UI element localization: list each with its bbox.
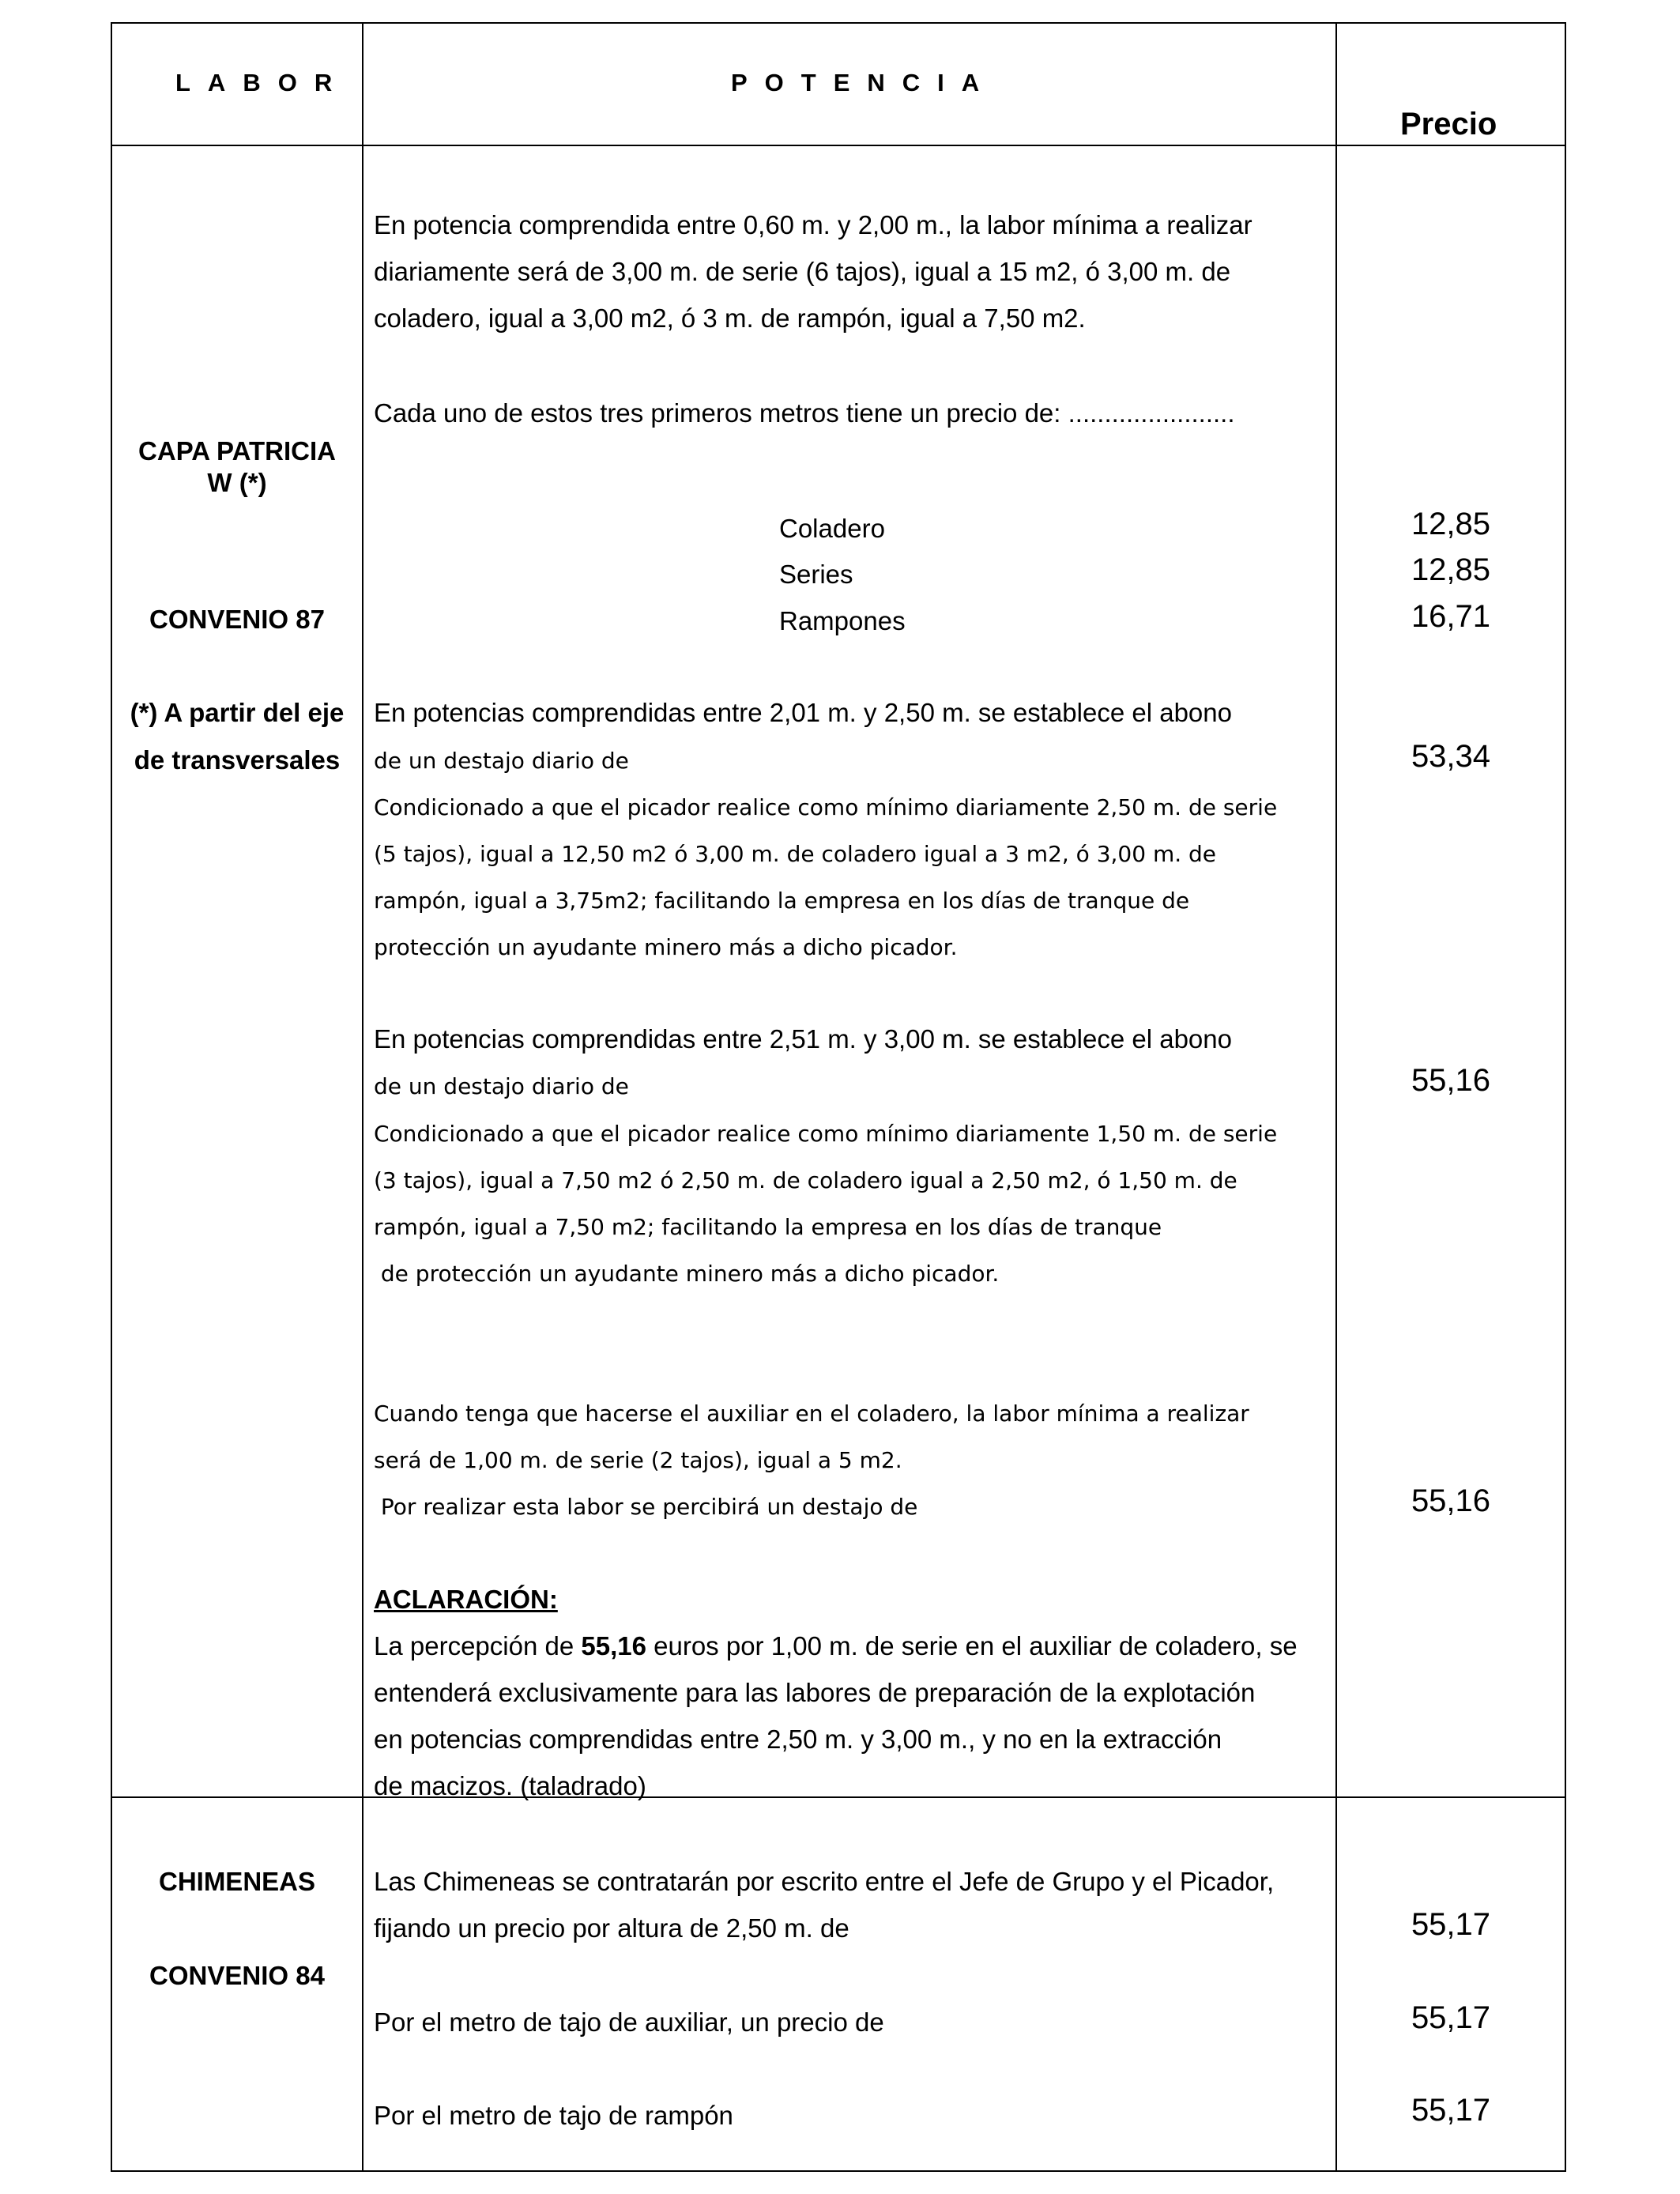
aclaracion-line-1 bbox=[374, 1631, 1298, 1661]
labor-capa-patricia-w: W (*) bbox=[207, 468, 267, 497]
chimeneas-line-4: Por el metro de tajo de rampón bbox=[374, 2101, 733, 2130]
aclaracion-amount: 55,16 bbox=[581, 1631, 646, 1661]
table-border-bottom bbox=[111, 2170, 1566, 2172]
item-coladero: Coladero bbox=[779, 514, 885, 543]
labor-convenio-87: CONVENIO 87 bbox=[149, 605, 325, 634]
labor-convenio-84: CONVENIO 84 bbox=[149, 1961, 325, 1990]
chimeneas-line-3: Por el metro de tajo de auxiliar, un precio de bbox=[374, 2007, 884, 2037]
item-rampones: Rampones bbox=[779, 606, 906, 635]
block3-line-4: (3 tajos), igual a 7,50 m2 ó 2,50 m. de coladero igual a 2,50 m2, ó 1,50 m. de bbox=[374, 1167, 1237, 1193]
header-divider bbox=[111, 145, 1566, 146]
price-series: 12,85 bbox=[1411, 552, 1491, 587]
column-divider-labor bbox=[362, 22, 363, 2172]
block4-line-1: Cuando tenga que hacerse el auxiliar en el coladero, la labor mínima a realizar bbox=[374, 1400, 1249, 1427]
header-potencia: POTENCIA bbox=[731, 69, 997, 96]
block2-line-1: En potencias comprendidas entre 2,01 m. y 2,50 m. se establece el abono bbox=[374, 698, 1232, 727]
labor-chimeneas: CHIMENEAS bbox=[158, 1867, 316, 1896]
block2-price: 53,34 bbox=[1411, 739, 1491, 774]
aclaracion-line-4: de macizos. (taladrado) bbox=[374, 1771, 646, 1800]
block4-line-2: será de 1,00 m. de serie (2 tajos), igual a 5 m2. bbox=[374, 1447, 902, 1473]
aclaracion-line-2: entenderá exclusivamente para las labores de preparación de la explotación bbox=[374, 1678, 1256, 1707]
cada-uno-line: Cada uno de estos tres primeros metros tiene un precio de: ....................... bbox=[374, 398, 1235, 428]
labor-capa-patricia: CAPA PATRICIA bbox=[138, 436, 336, 466]
aclaracion-title: ACLARACIÓN: bbox=[374, 1585, 558, 1614]
intro-line-2: diariamente será de 3,00 m. de serie (6 tajos), igual a 15 m2, ó 3,00 m. de bbox=[374, 257, 1231, 286]
block4-price: 55,16 bbox=[1411, 1483, 1491, 1518]
header-labor: LABOR bbox=[175, 69, 350, 96]
labor-note-line1: (*) A partir del eje bbox=[130, 698, 345, 727]
labor-note-line2: de transversales bbox=[134, 745, 341, 775]
block2-line-4: (5 tajos), igual a 12,50 m2 ó 3,00 m. de coladero igual a 3 m2, ó 3,00 m. de bbox=[374, 841, 1217, 867]
chimeneas-price-1: 55,17 bbox=[1411, 1907, 1491, 1942]
block3-line-3: Condicionado a que el picador realice como mínimo diariamente 1,50 m. de serie bbox=[374, 1121, 1278, 1147]
block4-line-3: Por realizar esta labor se percibirá un destajo de bbox=[374, 1494, 918, 1520]
block3-price: 55,16 bbox=[1411, 1063, 1491, 1098]
chimeneas-price-3: 55,17 bbox=[1411, 2093, 1491, 2128]
block2-line-3: Condicionado a que el picador realice como mínimo diariamente 2,50 m. de serie bbox=[374, 794, 1278, 820]
intro-line-3: coladero, igual a 3,00 m2, ó 3 m. de rampón, igual a 7,50 m2. bbox=[374, 303, 1086, 333]
block3-line-2: de un destajo diario de bbox=[374, 1073, 629, 1099]
section-divider bbox=[111, 1796, 1566, 1798]
block3-line-1: En potencias comprendidas entre 2,51 m. y 3,00 m. se establece el abono bbox=[374, 1024, 1232, 1054]
block3-line-5: rampón, igual a 7,50 m2; facilitando la empresa en los días de tranque bbox=[374, 1214, 1162, 1240]
price-rampones: 16,71 bbox=[1411, 599, 1491, 634]
table-border-left bbox=[111, 22, 112, 2172]
block2-line-2: de un destajo diario de bbox=[374, 748, 629, 774]
block2-line-5: rampón, igual a 3,75m2; facilitando la empresa en los días de tranque de bbox=[374, 888, 1190, 914]
chimeneas-line-1: Las Chimeneas se contratarán por escrito entre el Jefe de Grupo y el Picador, bbox=[374, 1867, 1275, 1896]
aclaracion-line-3: en potencias comprendidas entre 2,50 m. y 3,00 m., y no en la extracción bbox=[374, 1725, 1222, 1754]
aclaracion-line-1-pre: La percepción de bbox=[374, 1631, 582, 1661]
price-coladero: 12,85 bbox=[1411, 507, 1491, 541]
chimeneas-line-2: fijando un precio por altura de 2,50 m. de bbox=[374, 1913, 849, 1943]
intro-line-1: En potencia comprendida entre 0,60 m. y 2,00 m., la labor mínima a realizar bbox=[374, 210, 1252, 239]
header-precio: Precio bbox=[1400, 107, 1497, 141]
chimeneas-price-2: 55,17 bbox=[1411, 2000, 1491, 2035]
block2-line-6: protección un ayudante minero más a dicho picador. bbox=[374, 934, 958, 960]
item-series: Series bbox=[779, 560, 853, 589]
aclaracion-line-1-post: euros por 1,00 m. de serie en el auxiliar de coladero, se bbox=[646, 1631, 1298, 1661]
table-border-top bbox=[111, 22, 1566, 24]
block3-line-6: de protección un ayudante minero más a dicho picador. bbox=[374, 1261, 1000, 1287]
